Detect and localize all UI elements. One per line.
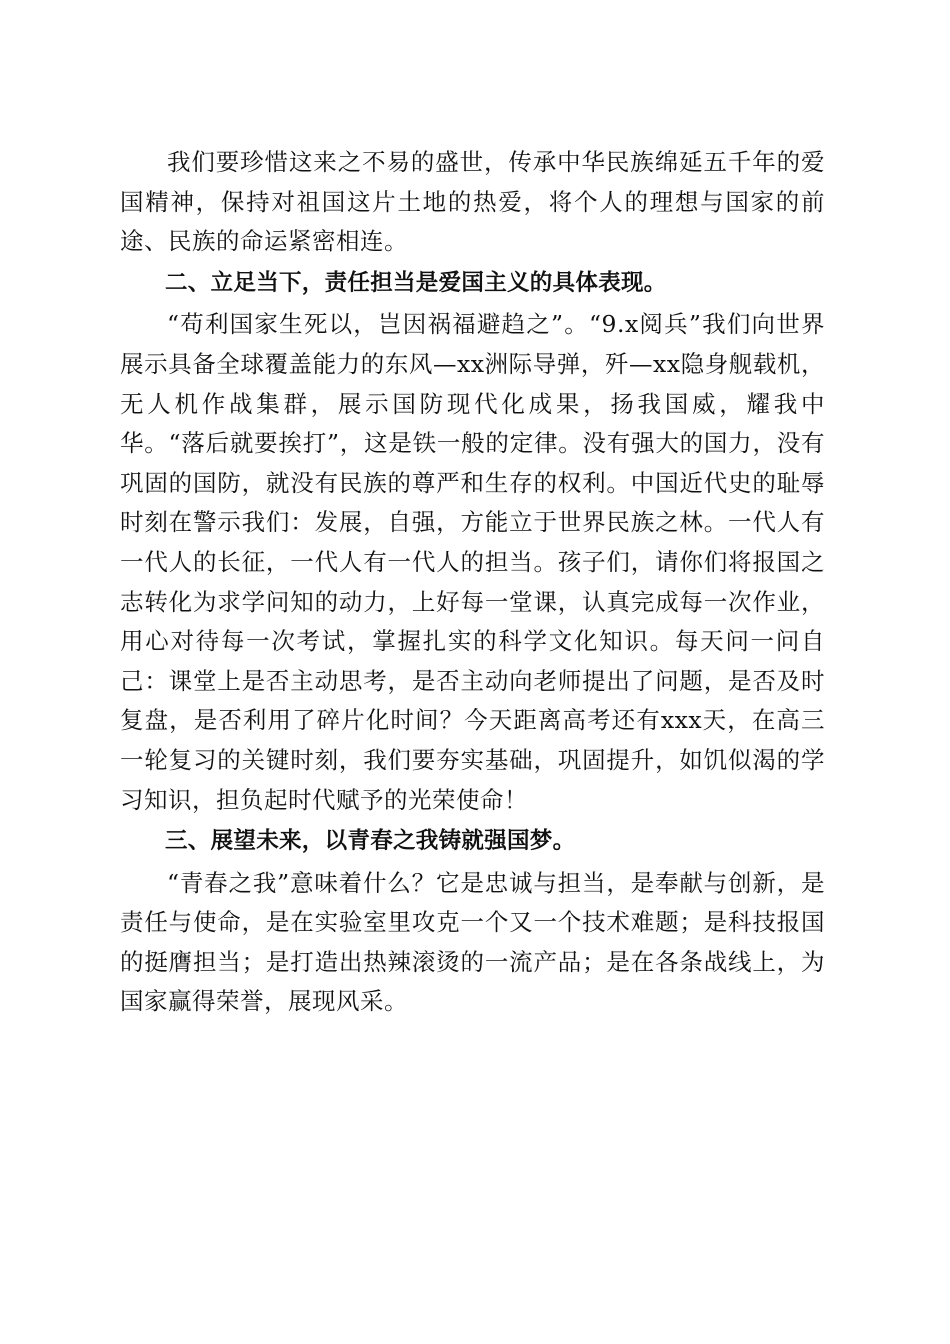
paragraph-youth: “青春之我”意味着什么？它是忠诚与担当，是奉献与创新，是责任与使命，是在实验室里攻克一个又一个技术难题；是科技报国的挺膺担当；是打造出热辣滚烫的一流产品；是在各条战线上，为国家赢得荣誉，展现风采。 xyxy=(120,868,825,1016)
paragraph-cherish-prosperity: 我们要珍惜这来之不易的盛世，传承中华民族绵延五千年的爱国精神，保持对祖国这片土地的热爱，将个人的理想与国家的前途、民族的命运紧密相连。 xyxy=(120,148,825,256)
section-heading-two: 二、立足当下，责任担当是爱国主义的具体表现。 xyxy=(165,269,667,296)
paragraph-responsibility: “苟利国家生死以，岂因祸福避趋之”。“9.x阅兵”我们向世界展示具备全球覆盖能力的东风—xx洲际导弹，歼—xx隐身舰载机，无人机作战集群，展示国防现代化成果，扬我国威，耀我中华。“落后就要挨打”，这是铁一般的定律。没有强大的国力，没有巩固的国防，就没有民族的尊严和生存的权利。中国近代史的耻辱时刻在警示我们：发展，自强，方能立于世界民族之林。一代人有一代人的长征，一代人有一代人的担当。孩子们，请你们将报国之志转化为求学问知的动力，上好每一堂课，认真完成每一次作业，用心对待每一次考试，掌握扎实的科学文化知识。每天问一问自己：课堂上是否主动思考，是否主动向老师提出了问题，是否及时复盘，是否利用了碎片化时间？今天距离高考还有xxx天，在高三一轮复习的关键时刻，我们要夯实基础，巩固提升，如饥似渴的学习知识，担负起时代赋予的光荣使命！ xyxy=(120,310,825,814)
document-page xyxy=(120,143,825,1022)
section-heading-three: 三、展望未来，以青春之我铸就强国梦。 xyxy=(165,828,576,855)
